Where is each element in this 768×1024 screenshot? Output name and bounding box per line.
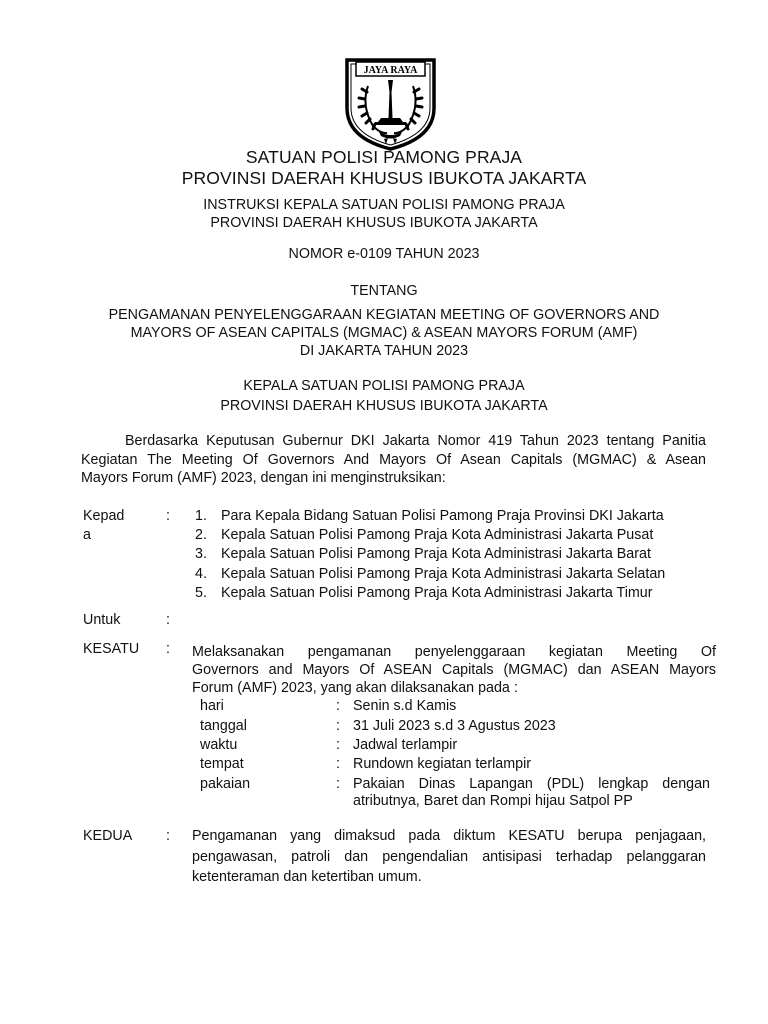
- recipient-text: Para Kepala Bidang Satuan Polisi Pamong Praja Provinsi DKI Jakarta: [221, 508, 664, 524]
- detail-key: tempat: [200, 756, 244, 772]
- detail-colon: :: [336, 776, 340, 792]
- detail-key: tanggal: [200, 718, 247, 734]
- recipient-number: 4.: [195, 566, 207, 582]
- detail-key: hari: [200, 698, 224, 714]
- kedua-line2: pengawasan, patroli dan pengendalian antisipasi terhadap pelanggaran: [192, 849, 706, 865]
- kedua-line1: Pengamanan yang dimaksud pada diktum KESATU berupa penjagaan,: [192, 828, 706, 844]
- untuk-colon: :: [166, 612, 170, 628]
- issuer-line2: PROVINSI DAERAH KHUSUS IBUKOTA JAKARTA: [220, 398, 548, 414]
- kesatu-line1: Melaksanakan pengamanan penyelenggaraan kegiatan Meeting Of: [192, 644, 716, 660]
- kepada-label: Kepad: [83, 508, 125, 524]
- kesatu-colon: :: [166, 641, 170, 657]
- kedua-label: KEDUA: [83, 828, 133, 844]
- detail-value: Pakaian Dinas Lapangan (PDL) lengkap dengan: [353, 776, 710, 792]
- issuer-line1: KEPALA SATUAN POLISI PAMONG PRAJA: [243, 378, 525, 394]
- subject-line2: MAYORS OF ASEAN CAPITALS (MGMAC) & ASEAN MAYORS FORUM (AMF): [130, 325, 638, 341]
- kedua-line3: ketenteraman dan ketertiban umum.: [192, 869, 422, 885]
- recipient-number: 1.: [195, 508, 207, 524]
- detail-colon: :: [336, 756, 340, 772]
- recipient-number: 2.: [195, 527, 207, 543]
- recipient-text: Kepala Satuan Polisi Pamong Praja Kota Administrasi Jakarta Barat: [221, 546, 651, 562]
- recipient-text: Kepala Satuan Polisi Pamong Praja Kota Administrasi Jakarta Pusat: [221, 527, 654, 543]
- document-number: NOMOR e-0109 TAHUN 2023: [288, 246, 480, 262]
- subject-line3: DI JAKARTA TAHUN 2023: [299, 343, 469, 359]
- tentang-heading: TENTANG: [350, 283, 418, 299]
- instruction-title-line2: PROVINSI DAERAH KHUSUS IBUKOTA JAKARTA: [210, 215, 538, 231]
- kedua-colon: :: [166, 828, 170, 844]
- kepada-label-cont: a: [83, 527, 91, 543]
- detail-value: Jadwal terlampir: [353, 737, 458, 753]
- org-name: SATUAN POLISI PAMONG PRAJA: [245, 147, 523, 167]
- jakarta-emblem-icon: [343, 56, 438, 151]
- detail-value: 31 Juli 2023 s.d 3 Agustus 2023: [353, 718, 556, 734]
- subject-line1: PENGAMANAN PENYELENGGARAAN KEGIATAN MEETING OF GOVERNORS AND: [108, 307, 660, 323]
- preamble-line2: Kegiatan The Meeting Of Governors And Mayors Of Asean Capitals (MGMAC) & Asean: [81, 452, 706, 468]
- detail-colon: :: [336, 718, 340, 734]
- kesatu-line3: Forum (AMF) 2023, yang akan dilaksanakan pada :: [192, 680, 518, 696]
- org-province: PROVINSI DAERAH KHUSUS IBUKOTA JAKARTA: [181, 168, 587, 188]
- detail-colon: :: [336, 698, 340, 714]
- recipient-number: 5.: [195, 585, 207, 601]
- svg-text:JAYA RAYA: JAYA RAYA: [363, 65, 418, 76]
- detail-key: pakaian: [200, 776, 251, 792]
- instruction-title-line1: INSTRUKSI KEPALA SATUAN POLISI PAMONG PRAJA: [203, 197, 565, 213]
- kesatu-label: KESATU: [83, 641, 140, 657]
- detail-value: Senin s.d Kamis: [353, 698, 457, 714]
- detail-value-cont: atributnya, Baret dan Rompi hijau Satpol PP: [353, 793, 633, 809]
- preamble-line3: Mayors Forum (AMF) 2023, dengan ini menginstruksikan:: [81, 470, 446, 486]
- detail-value: Rundown kegiatan terlampir: [353, 756, 532, 772]
- detail-colon: :: [336, 737, 340, 753]
- recipient-text: Kepala Satuan Polisi Pamong Praja Kota Administrasi Jakarta Timur: [221, 585, 653, 601]
- recipient-text: Kepala Satuan Polisi Pamong Praja Kota Administrasi Jakarta Selatan: [221, 566, 666, 582]
- kepada-colon: :: [166, 508, 170, 524]
- untuk-label: Untuk: [83, 612, 121, 628]
- kesatu-line2: Governors and Mayors Of ASEAN Capitals (MGMAC) dan ASEAN Mayors: [192, 662, 716, 678]
- recipient-number: 3.: [195, 546, 207, 562]
- detail-key: waktu: [200, 737, 238, 753]
- preamble-line1: Berdasarka Keputusan Gubernur DKI Jakarta Nomor 419 Tahun 2023 tentang Panitia: [125, 433, 706, 449]
